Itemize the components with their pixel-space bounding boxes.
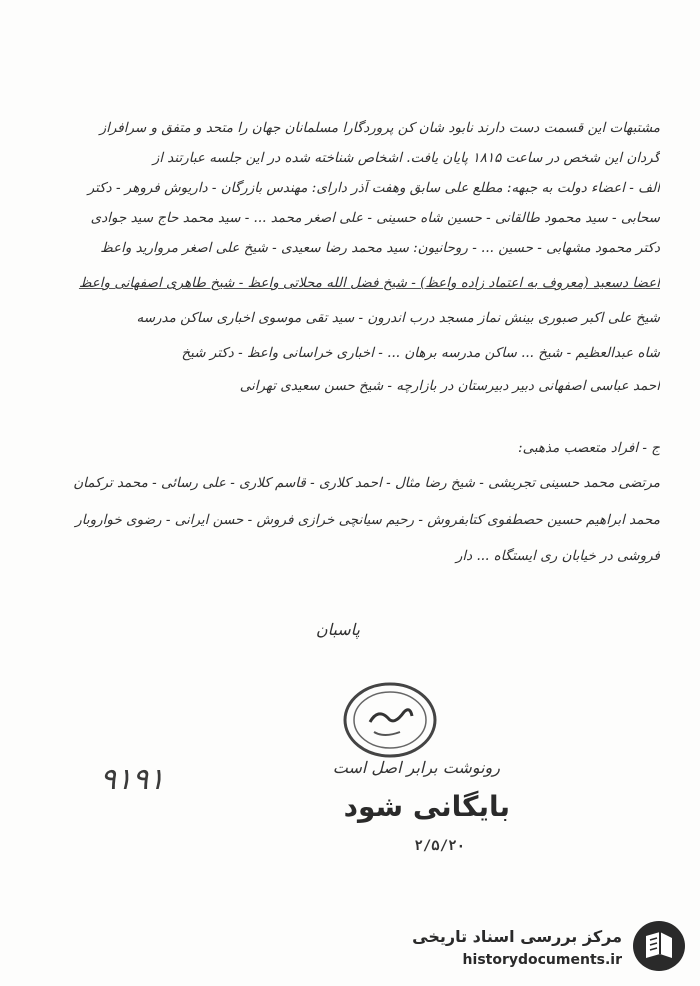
- handwritten-line-13: فروشی در خیابان ری ایستگاه ... دار: [455, 548, 660, 564]
- footer-title: مرکز بررسی اسناد تاریخی: [412, 927, 622, 946]
- handwritten-line-1: مشتبهات این قسمت دست دارند نابود شان کن پروردگارا مسلمانان جهان را متحد و متفق و سرافراز: [99, 120, 660, 136]
- handwritten-line-5: دکتر محمود مشهابی - حسین ... - روحانیون: سید محمد رضا سعیدی - شیخ علی اصغر مروارید واعظ: [100, 240, 660, 256]
- handwritten-line-6: اعضا دسعید (معروف به اعتماد زاده واعظ) - شیخ فضل الله محلاتی واعظ - شیخ طاهری اصفهانی واعظ: [78, 275, 660, 291]
- signature-label: پاسبان: [315, 620, 360, 639]
- handwritten-line-9: احمد عباسی اصفهانی دبیر دبیرستان در بازارچه - شیخ حسن سعیدی تهرانی: [239, 378, 660, 394]
- archive-number: ۹۱۹۱: [100, 762, 165, 797]
- copy-certified-note: رونوشت برابر اصل است: [332, 758, 500, 777]
- handwritten-line-11: مرتضی محمد حسینی تجریشی - شیخ رضا مثال - احمد کلاری - قاسم کلاری - علی رسائی - محمد ترکمان: [73, 475, 660, 491]
- handwritten-line-3: الف - اعضاء دولت به جبهه: مطلع علی سابق وهفت آذر دارای: مهندس بازرگان - داریوش فروهر - دکتر: [87, 180, 660, 196]
- seal-stamp: [340, 680, 440, 760]
- archive-instruction: بایگانی شود: [343, 790, 510, 823]
- note-date: ۲/۵/۲۰: [414, 838, 465, 854]
- footer-url: historydocuments.ir: [462, 952, 622, 968]
- handwritten-line-12: محمد ابراهیم حسین حصطفوی کتابفروش - رحیم سیانچی خرازی فروش - حسن ایرانی - رضوی خواروبار: [75, 512, 660, 528]
- handwritten-line-4: سحابی - سید محمود طالقانی - حسین شاه حسینی - علی اصغر محمد ... - سید محمد حاج سید جوادی: [90, 210, 660, 226]
- handwritten-line-7: شیخ علی اکبر صبوری بینش نماز مسجد درب اندرون - سید تقی موسوی اخباری ساکن مدرسه: [136, 310, 660, 326]
- handwritten-line-8: شاه عبدالعظیم - شیخ ... ساکن مدرسه برهان ... - اخباری خراسانی واعظ - دکتر شیخ: [181, 345, 660, 361]
- book-logo-icon: [630, 918, 688, 974]
- handwritten-line-2: گردان این شخص در ساعت ۱۸۱۵ پایان یافت. اشخاص شناخته شده در این جلسه عبارتند از: [152, 150, 660, 166]
- section-heading-c: ج - افراد متعصب مذهبی:: [518, 440, 660, 456]
